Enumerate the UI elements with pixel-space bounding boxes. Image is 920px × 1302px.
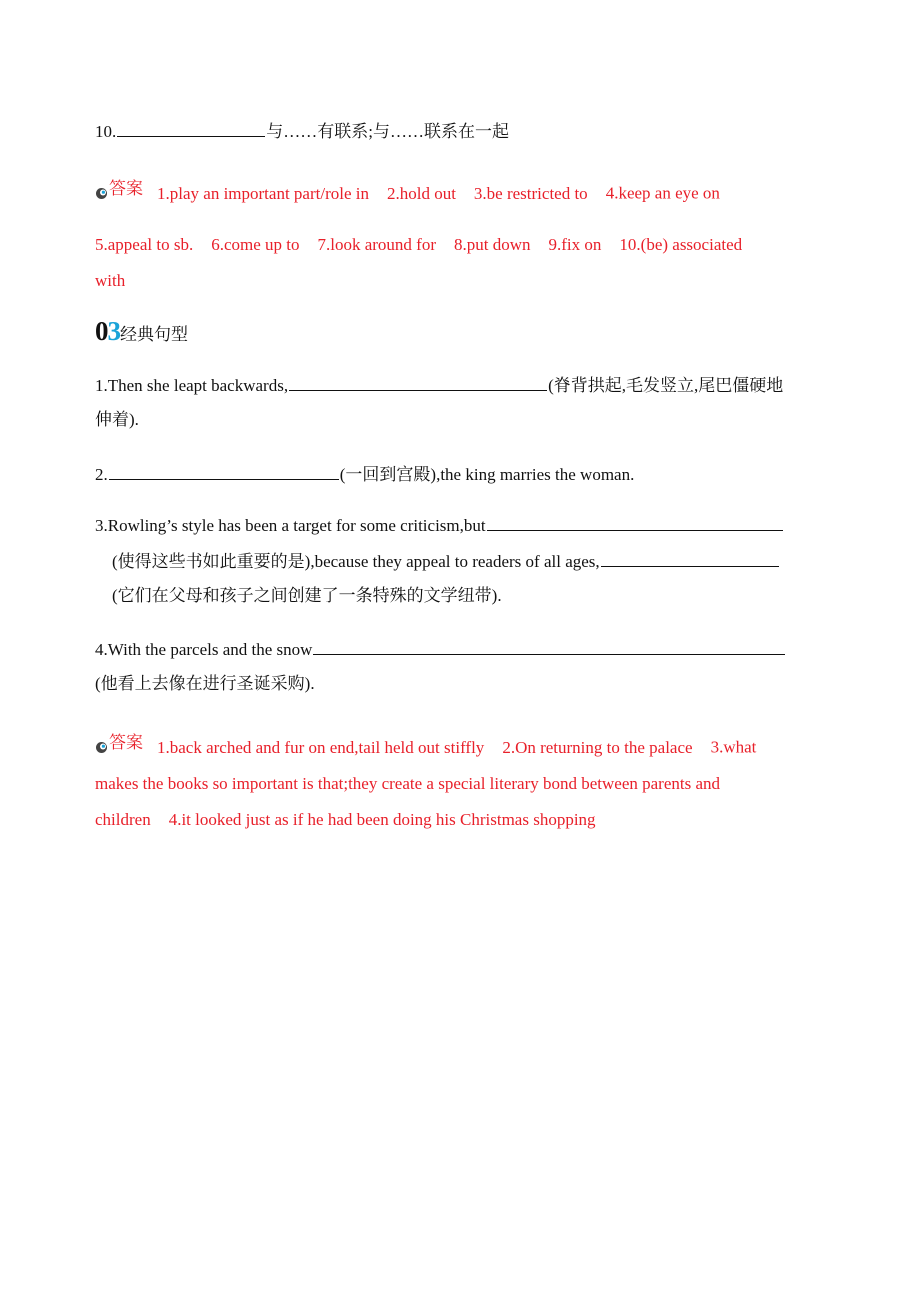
section-heading bbox=[95, 316, 188, 350]
answer-blank[interactable] bbox=[289, 373, 547, 391]
answer-blank[interactable] bbox=[487, 513, 783, 531]
section-number: 03 bbox=[95, 316, 120, 346]
answer-item: 4.keep an eye on bbox=[605, 183, 720, 203]
answer-item: 2.hold out bbox=[386, 183, 456, 203]
answer-line-1 bbox=[95, 178, 720, 205]
sentence-1-cont: 伸着). bbox=[95, 410, 139, 429]
answer-icon bbox=[95, 738, 108, 751]
answer-item: 6.come up to bbox=[211, 235, 300, 254]
answer-item: 9.fix on bbox=[548, 235, 602, 254]
answer2-line-3: children 4.it looked just as if he had been doing his Christmas shopping bbox=[95, 810, 596, 829]
answer-item: 7.look around for bbox=[317, 235, 437, 254]
question-10 bbox=[95, 119, 509, 143]
answer-label: 答案 bbox=[95, 732, 143, 754]
answer-icon bbox=[95, 184, 108, 197]
answer-line-2 bbox=[95, 234, 742, 256]
answer-blank[interactable] bbox=[601, 549, 779, 567]
answer-item: 1.play an important part/role in bbox=[157, 183, 369, 203]
answer-item: with bbox=[95, 271, 126, 290]
answer-item: 3.be restricted to bbox=[473, 183, 588, 203]
sentence-3-cont-2: (它们在父母和孩子之间创建了一条特殊的文学纽带). bbox=[112, 586, 502, 605]
answer-item: 5.appeal to sb. bbox=[95, 235, 194, 254]
answer-blank[interactable] bbox=[109, 462, 339, 480]
answer2-line-2: makes the books so important is that;they create a special literary bond between parents and bbox=[95, 774, 721, 793]
answer-blank[interactable] bbox=[313, 637, 785, 655]
sentence-3-cont: (使得这些书如此重要的是),because they appeal to readers of all ages, bbox=[112, 549, 780, 573]
answer-blank[interactable] bbox=[117, 119, 265, 137]
sentence-4-cont: (他看上去像在进行圣诞采购). bbox=[95, 674, 315, 693]
sentence-3: 3.Rowling’s style has been a target for some criticism,but bbox=[95, 513, 784, 537]
sentence-2: 2. (一回到宫殿),the king marries the woman. bbox=[95, 462, 634, 486]
answer2-line-1: 答案 1.back arched and fur on end,tail held out stiffly 2.On returning to the palace 3.what bbox=[95, 732, 756, 759]
sentence-1: 1.Then she leapt backwards, (脊背拱起,毛发竖立,尾巴僵硬地 bbox=[95, 373, 783, 397]
question-hint: 与……有联系;与……联系在一起 bbox=[266, 122, 509, 141]
answer-line-3 bbox=[95, 270, 125, 292]
sentence-4: 4.With the parcels and the snow bbox=[95, 637, 786, 661]
answer-item: 8.put down bbox=[454, 235, 531, 254]
answer-item: 10.(be) associated bbox=[619, 235, 743, 254]
answer-label: 答案 bbox=[95, 178, 143, 200]
section-title: 经典句型 bbox=[120, 325, 188, 344]
question-number: 10. bbox=[95, 122, 117, 141]
